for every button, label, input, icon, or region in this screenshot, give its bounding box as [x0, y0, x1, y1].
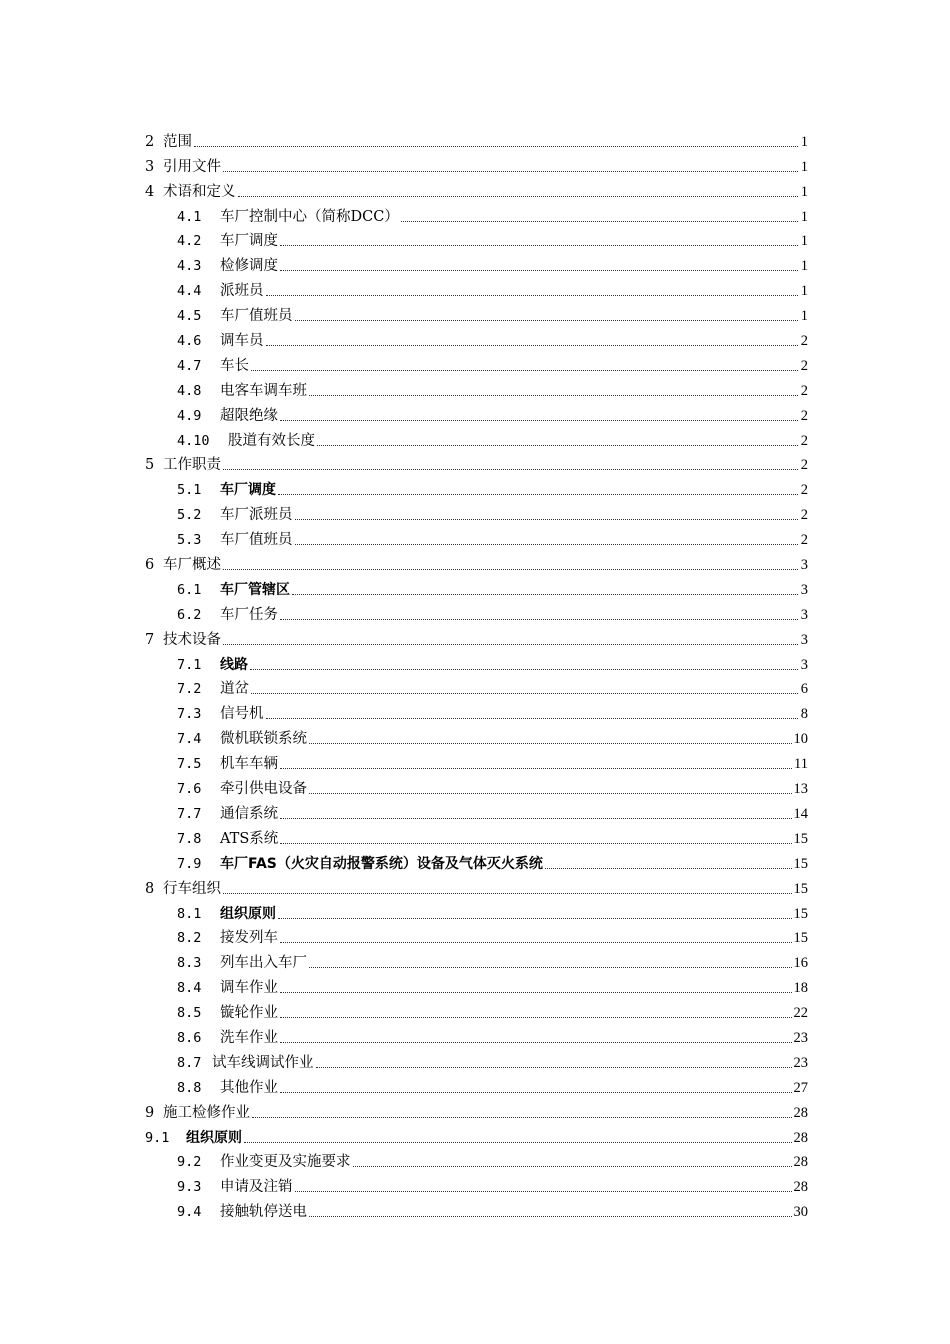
- toc-entry-title: 申请及注销: [220, 1179, 293, 1196]
- toc-entry-title: 检修调度: [220, 258, 278, 275]
- toc-entry[interactable]: [145, 873, 808, 898]
- toc-entry-title: 道岔: [220, 681, 249, 698]
- toc-entry-page: 2: [800, 457, 808, 474]
- toc-entry[interactable]: [145, 300, 808, 325]
- toc-entry-title: 列车出入车厂: [220, 955, 307, 972]
- toc-entry-number: 7.6: [177, 781, 202, 798]
- toc-dot-leader: [244, 1142, 792, 1143]
- toc-entry-page: 28: [793, 1104, 808, 1121]
- toc-entry-page: 2: [800, 507, 808, 524]
- toc-dot-leader: [223, 569, 798, 570]
- toc-entry-page: 1: [800, 158, 808, 175]
- toc-entry-number: 8.1: [177, 905, 202, 922]
- toc-entry[interactable]: [145, 798, 808, 823]
- toc-entry[interactable]: [145, 1022, 808, 1047]
- toc-entry-title: 电客车调车班: [220, 382, 307, 399]
- toc-dot-leader: [309, 395, 798, 396]
- toc-dot-leader: [223, 171, 798, 172]
- toc-entry-page: 1: [800, 183, 808, 200]
- toc-entry-number: 8.3: [177, 955, 202, 972]
- toc-entry-number: 6: [145, 557, 155, 574]
- toc-entry[interactable]: [145, 201, 808, 226]
- toc-entry-page: 15: [793, 855, 808, 872]
- toc-dot-leader: [280, 992, 792, 993]
- toc-entry-number: 5.3: [177, 532, 202, 549]
- toc-entry[interactable]: [145, 674, 808, 699]
- toc-dot-leader: [278, 918, 792, 919]
- toc-entry[interactable]: [145, 574, 808, 599]
- toc-entry[interactable]: [145, 549, 808, 574]
- toc-dot-leader: [353, 1166, 792, 1167]
- toc-entry-title: 微机联锁系统: [220, 731, 307, 748]
- toc-entry-number: 4.10: [177, 432, 210, 449]
- toc-entry[interactable]: [145, 474, 808, 499]
- toc-entry-page: 15: [793, 830, 808, 847]
- toc-dot-leader: [316, 1067, 792, 1068]
- toc-entry-page: 28: [793, 1179, 808, 1196]
- toc-entry[interactable]: [145, 499, 808, 524]
- toc-entry-page: 6: [800, 681, 808, 698]
- toc-entry[interactable]: [145, 898, 808, 923]
- toc-entry[interactable]: [145, 375, 808, 400]
- toc-entry-number: 9.4: [177, 1204, 202, 1221]
- toc-entry-page: 1: [800, 283, 808, 300]
- toc-entry-title: 机车车辆: [220, 756, 278, 773]
- toc-entry-number: 8.6: [177, 1029, 202, 1046]
- toc-dot-leader: [280, 619, 798, 620]
- toc-dot-leader: [266, 345, 799, 346]
- toc-entry-number: 6.2: [177, 606, 202, 623]
- toc-entry[interactable]: [145, 947, 808, 972]
- toc-entry-number: 4.6: [177, 333, 202, 350]
- toc-dot-leader: [309, 1216, 792, 1217]
- toc-entry-title: 牵引供电设备: [220, 781, 307, 798]
- toc-entry-number: 5: [145, 457, 155, 474]
- toc-entry-title: 镟轮作业: [220, 1005, 278, 1022]
- toc-entry-title: ATS系统: [220, 830, 279, 847]
- toc-dot-leader: [295, 1191, 792, 1192]
- toc-entry-page: 1: [800, 308, 808, 325]
- toc-dot-leader: [223, 469, 798, 470]
- toc-entry-page: 13: [793, 781, 808, 798]
- toc-entry-title: 术语和定义: [163, 183, 236, 200]
- toc-entry-page: 3: [800, 557, 808, 574]
- toc-entry-page: 16: [793, 955, 808, 972]
- toc-entry[interactable]: [145, 923, 808, 948]
- toc-entry[interactable]: [145, 425, 808, 450]
- toc-entry-page: 8: [800, 706, 808, 723]
- toc-entry-title: 超限绝缘: [220, 407, 278, 424]
- toc-entry-page: 23: [793, 1029, 808, 1046]
- toc-entry-number: 9.3: [177, 1179, 202, 1196]
- toc-entry[interactable]: [145, 698, 808, 723]
- toc-entry-number: 4.9: [177, 407, 202, 424]
- toc-entry-title: 调车作业: [220, 980, 278, 997]
- toc-entry-title: 派班员: [220, 283, 264, 300]
- toc-entry-title: 组织原则: [220, 905, 276, 922]
- toc-entry-number: 9.1: [145, 1129, 170, 1146]
- toc-entry-title: 车厂概述: [163, 557, 221, 574]
- toc-entry-title: 股道有效长度: [228, 432, 315, 449]
- toc-dot-leader: [545, 868, 792, 869]
- toc-entry[interactable]: [145, 126, 808, 151]
- toc-entry-title: 行车组织: [163, 880, 221, 897]
- toc-entry-title: 车厂调度: [220, 482, 276, 499]
- toc-entry-number: 5.1: [177, 482, 202, 499]
- toc-entry[interactable]: [145, 1072, 808, 1097]
- toc-entry-title: 组织原则: [186, 1129, 242, 1146]
- toc-entry-page: 2: [800, 357, 808, 374]
- toc-entry[interactable]: [145, 226, 808, 251]
- toc-entry-number: 4.2: [177, 233, 202, 250]
- toc-entry-page: 2: [800, 432, 808, 449]
- toc-entry[interactable]: [145, 325, 808, 350]
- table-of-contents: [145, 126, 808, 1221]
- toc-entry-title: 车厂任务: [220, 606, 278, 623]
- toc-entry-number: 8.4: [177, 980, 202, 997]
- toc-entry-page: 2: [800, 333, 808, 350]
- toc-entry-page: 15: [793, 905, 808, 922]
- toc-entry-title: 其他作业: [220, 1079, 278, 1096]
- toc-entry-number: 4.3: [177, 258, 202, 275]
- toc-dot-leader: [295, 320, 799, 321]
- toc-entry-number: 8: [145, 880, 155, 897]
- toc-entry-page: 15: [793, 930, 808, 947]
- toc-entry-number: 7.1: [177, 656, 202, 673]
- toc-dot-leader: [266, 295, 799, 296]
- toc-entry-number: 4.4: [177, 283, 202, 300]
- toc-dot-leader: [280, 270, 798, 271]
- toc-dot-leader: [309, 967, 792, 968]
- toc-entry[interactable]: [145, 773, 808, 798]
- toc-dot-leader: [280, 1017, 792, 1018]
- toc-entry[interactable]: [145, 823, 808, 848]
- toc-dot-leader: [280, 1092, 792, 1093]
- toc-dot-leader: [280, 768, 792, 769]
- toc-entry[interactable]: [145, 649, 808, 674]
- toc-entry-title: 接发列车: [220, 930, 278, 947]
- toc-entry-page: 1: [800, 133, 808, 150]
- toc-entry-page: 2: [800, 382, 808, 399]
- toc-dot-leader: [250, 669, 798, 670]
- toc-entry-page: 1: [800, 233, 808, 250]
- toc-entry-page: 2: [800, 482, 808, 499]
- toc-entry[interactable]: [145, 624, 808, 649]
- toc-entry-number: 7.8: [177, 830, 202, 847]
- toc-entry-title: 作业变更及实施要求: [220, 1154, 351, 1171]
- toc-entry-title: 车长: [220, 357, 249, 374]
- toc-entry-number: 4.5: [177, 308, 202, 325]
- toc-entry-number: 3: [145, 158, 155, 175]
- toc-entry-page: 3: [800, 581, 808, 598]
- toc-entry[interactable]: [145, 1147, 808, 1172]
- toc-entry-number: 7.9: [177, 855, 202, 872]
- toc-dot-leader: [252, 1117, 792, 1118]
- toc-entry-page: 30: [793, 1204, 808, 1221]
- toc-dot-leader: [309, 743, 792, 744]
- toc-entry-page: 2: [800, 532, 808, 549]
- toc-entry-title: 洗车作业: [220, 1029, 278, 1046]
- toc-entry-page: 10: [793, 731, 808, 748]
- toc-dot-leader: [251, 370, 798, 371]
- toc-entry-title: 信号机: [220, 706, 264, 723]
- toc-dot-leader: [194, 146, 798, 147]
- toc-entry[interactable]: [145, 972, 808, 997]
- toc-entry-title: 工作职责: [163, 457, 221, 474]
- toc-dot-leader: [238, 196, 799, 197]
- toc-entry[interactable]: [145, 400, 808, 425]
- toc-entry-title: 技术设备: [163, 631, 221, 648]
- toc-entry[interactable]: [145, 848, 808, 873]
- toc-entry-number: 6.1: [177, 581, 202, 598]
- toc-entry-title: 施工检修作业: [163, 1104, 250, 1121]
- toc-entry-page: 1: [800, 258, 808, 275]
- toc-entry[interactable]: [145, 1171, 808, 1196]
- toc-dot-leader: [280, 818, 792, 819]
- toc-entry-number: 7.2: [177, 681, 202, 698]
- toc-dot-leader: [401, 221, 798, 222]
- toc-entry-title: 通信系统: [220, 805, 278, 822]
- toc-entry-title: 试车线调试作业: [212, 1054, 314, 1071]
- toc-dot-leader: [295, 544, 799, 545]
- toc-dot-leader: [280, 420, 798, 421]
- toc-dot-leader: [280, 1042, 792, 1043]
- toc-entry-page: 22: [793, 1005, 808, 1022]
- toc-entry-title: 范围: [163, 133, 192, 150]
- toc-entry-page: 23: [793, 1054, 808, 1071]
- toc-entry-title: 车厂调度: [220, 233, 278, 250]
- toc-dot-leader: [309, 793, 792, 794]
- toc-entry-title: 车厂控制中心（简称DCC）: [220, 208, 399, 225]
- toc-dot-leader: [223, 893, 792, 894]
- toc-entry[interactable]: [145, 997, 808, 1022]
- toc-entry-number: 2: [145, 133, 155, 150]
- toc-entry-number: 7.4: [177, 731, 202, 748]
- toc-entry-number: 8.2: [177, 930, 202, 947]
- toc-entry-number: 5.2: [177, 507, 202, 524]
- toc-entry-number: 8.8: [177, 1079, 202, 1096]
- toc-entry[interactable]: [145, 250, 808, 275]
- toc-entry-page: 1: [800, 208, 808, 225]
- toc-entry-number: 8.5: [177, 1005, 202, 1022]
- toc-entry-page: 15: [793, 880, 808, 897]
- toc-entry-number: 4.8: [177, 382, 202, 399]
- toc-dot-leader: [223, 644, 798, 645]
- toc-entry[interactable]: [145, 1097, 808, 1122]
- toc-entry-page: 11: [794, 756, 808, 773]
- toc-dot-leader: [266, 718, 799, 719]
- toc-entry-title: 车厂值班员: [220, 308, 293, 325]
- toc-entry-number: 4.1: [177, 208, 202, 225]
- toc-dot-leader: [280, 942, 792, 943]
- toc-entry-number: 7.7: [177, 805, 202, 822]
- toc-entry-number: 8.7: [177, 1054, 202, 1071]
- toc-entry-number: 7.5: [177, 756, 202, 773]
- toc-entry[interactable]: [145, 176, 808, 201]
- toc-entry-page: 2: [800, 407, 808, 424]
- toc-entry-page: 3: [800, 631, 808, 648]
- toc-entry[interactable]: [145, 350, 808, 375]
- toc-entry-page: 3: [800, 656, 808, 673]
- toc-dot-leader: [280, 245, 798, 246]
- toc-entry-page: 3: [800, 606, 808, 623]
- toc-entry-page: 28: [793, 1129, 808, 1146]
- toc-entry-page: 27: [793, 1079, 808, 1096]
- toc-entry-title: 车厂管辖区: [220, 581, 290, 598]
- toc-entry-number: 7: [145, 631, 155, 648]
- toc-entry[interactable]: [145, 748, 808, 773]
- toc-entry-title: 引用文件: [163, 158, 221, 175]
- toc-entry[interactable]: [145, 275, 808, 300]
- toc-dot-leader: [280, 843, 791, 844]
- toc-entry[interactable]: [145, 723, 808, 748]
- toc-entry-title: 车厂FAS（火灾自动报警系统）设备及气体灭火系统: [220, 855, 543, 872]
- toc-entry-number: 9.2: [177, 1154, 202, 1171]
- toc-entry-number: 4: [145, 183, 155, 200]
- toc-dot-leader: [292, 594, 798, 595]
- toc-entry[interactable]: [145, 524, 808, 549]
- toc-dot-leader: [251, 693, 798, 694]
- toc-dot-leader: [278, 494, 798, 495]
- toc-entry-title: 车厂派班员: [220, 507, 293, 524]
- toc-entry-number: 9: [145, 1104, 155, 1121]
- toc-entry[interactable]: [145, 151, 808, 176]
- toc-entry[interactable]: [145, 450, 808, 475]
- toc-entry-number: 4.7: [177, 357, 202, 374]
- toc-entry-page: 18: [793, 980, 808, 997]
- toc-entry-title: 车厂值班员: [220, 532, 293, 549]
- toc-entry-title: 接触轨停送电: [220, 1204, 307, 1221]
- toc-entry[interactable]: [145, 599, 808, 624]
- toc-dot-leader: [317, 445, 798, 446]
- toc-entry-page: 28: [793, 1154, 808, 1171]
- toc-entry-title: 调车员: [220, 333, 264, 350]
- toc-dot-leader: [295, 519, 799, 520]
- toc-entry-number: 7.3: [177, 706, 202, 723]
- toc-entry[interactable]: [145, 1196, 808, 1221]
- toc-entry-title: 线路: [220, 656, 248, 673]
- toc-entry-page: 14: [793, 805, 808, 822]
- toc-entry[interactable]: [145, 1047, 808, 1072]
- toc-entry[interactable]: [145, 1122, 808, 1147]
